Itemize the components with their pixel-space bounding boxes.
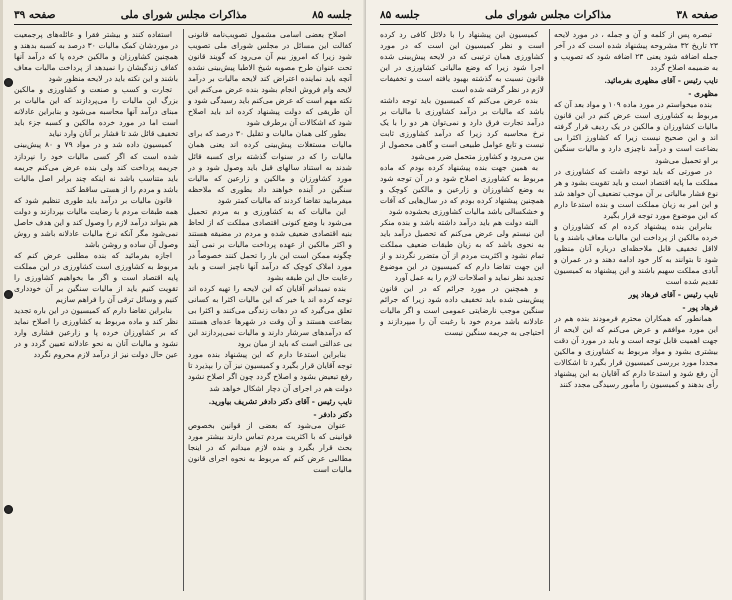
paragraph: عنوان می‌شود که بعضی از قوانین بخصوص قوانینی که با اکثریت مردم تماس دارند بیشتر مورد بحث قرار بگیرد و بنده لازم میدانم که در اینجا مطالبی عرض کنم که مربوط به نحوه اجرای قانون مالیات است (188, 420, 352, 474)
text-column-left (380, 29, 544, 595)
journal-title: مذاکرات مجلس شورای ملی (120, 9, 247, 21)
paragraph: البته دولت هم باید درآمد داشته باشد و بنده منکر این نیستم ولی عرض می‌کنم که تحصیل درآمد باید به نحوی باشد که به زیان طبقات ضعیف مملکت تمام نشود و اکثریت مردم از آن متضرر نگردند و از این جهت تقاضا دارم که کمیسیون در این موضوع تجدید نظر نماید و اصلاحات لازم را به عمل آورد (380, 217, 544, 283)
paragraph: قانون مالیات بر درآمد باید طوری تنظیم شود که همه طبقات مردم با رضایت مالیات بپردازند و دولت هم بتواند درآمد لازم را وصول کند و این هدف حاصل نمی‌شود مگر آنکه نرخ مالیات عادلانه باشد و روش وصول آن ساده و روشن باشد (14, 195, 178, 249)
page-number: صفحه ۳۹ (14, 9, 56, 21)
paragraph: و همچنین در مورد جرائم که در این قانون پیش‌بینی شده باید تخفیف داده شود زیرا که جرائم سنگین موجب نارضایتی عمومی است و اگر مالیات عادلانه باشد مردم خود با رغبت آن را میپردازند و احتیاجی به جریمه سنگین نیست (380, 284, 544, 338)
binding-hole (4, 505, 13, 514)
speaker-heading: فرهاد پور - (682, 303, 718, 313)
paragraph: بنده نمیدانم آقایان که این لایحه را تهیه کرده اند توجه کرده اند یا خیر که این مالیات اکثرا به کسانی تعلق می‌گیرد که در دهات زندگی می‌کنند و اکثرا بی بضاعت هستند و آن وقت در شهرها عده‌ای هستند که درآمدهای سرشار دارند و مالیات نمی‌پردازند این بی عدالتی است که باید از میان برود (188, 284, 352, 349)
paragraph: اجازه بفرمائید که بنده مطلبی عرض کنم که مربوط به کشاورزی است کشاورزی در این مملکت پایه اقتصاد است و اگر ما بخواهیم کشاورزی را تقویت کنیم باید از مالیات سنگین بر آن خودداری کنیم و وسائل ترقی آن را فراهم سازیم (14, 250, 178, 305)
speaker-heading: نایب رئیس - آقای دکتر دادفر تشریف بیاورید. (208, 396, 352, 406)
paragraph: کمیسیون داده شد و در مواد ۷۹ و ۸۰ پیش‌بینی شده است که اگر کسی مالیات خود را نپردازد جریمه پرداخت کند ولی بنده عرض می‌کنم جریمه باید متناسب باشد نه اینکه چند برابر اصل مالیات باشد و مردم را از هستی ساقط کند (14, 140, 178, 194)
speaker-heading: مظهری - (688, 89, 718, 99)
paragraph: این مالیات که به کشاورزی و به مردم تحمیل می‌شود با وضع کنونی اقتصادی مملکت که از لحاظ بنیه اقتصادی ضعیف شده و مردم در مضیقه هستند و اکثر مالکین از عهده پرداخت مالیات بر نمی آیند چگونه ممکن است این بار را تحمل کنند خصوصاً در مورد املاک کوچک که درآمد آنها ناچیز است و باید رعایت حال این طبقه بشود (188, 206, 352, 283)
text-column-left (14, 29, 178, 595)
paragraph: بنده عرض می‌کنم که کمیسیون باید توجه داشته باشد که مالیات بر درآمد کشاورزی با مالیات بر درآمد تجارت فرق دارد و نمی‌توان هر دو را با یک نرخ محاسبه کرد زیرا که درآمد کشاورزی ثابت نیست و تابع عوامل طبیعی است و گاهی محصول از بین می‌رود و کشاورز متحمل ضرر می‌شود (380, 96, 544, 161)
paragraph: بنابراین تقاضا دارم که کمیسیون در این باره تجدید نظر کند و ماده مربوط به کشاورزی را اصلاح نماید که بر کشاورزان خرده پا و زارعین فشاری وارد نشود و مالیات آنان به نحو عادلانه تعیین گردد و در عین حال دولت نیز از درآمد لازم محروم نگردد (14, 306, 178, 360)
speaker-heading: نایب رئیس - آقای فرهاد پور (628, 290, 718, 300)
journal-title: مذاکرات مجلس شورای ملی (485, 9, 612, 21)
page-number: صفحه ۳۸ (676, 9, 718, 21)
speaker-heading: نایب رئیس - آقای مظهری بفرمائید. (604, 76, 718, 86)
session-number: جلسه ۸۵ (312, 9, 352, 21)
paragraph: همانطور که همکاران محترم فرمودند بنده هم در این مورد موافقم و عرض می‌کنم که این لایحه از جهت اهمیت قابل توجه است و باید در مورد آن دقت بیشتری بشود و مواد مربوط به کشاورزی و مالکین مجددا مورد بررسی کمیسیون قرار بگیرد تا اشکالات آن رفع شود و استدعا دارم که آقایان به این پیشنهاد رأی بدهند و کمیسیون را مأمور رسیدگی مجدد کنند (554, 314, 718, 390)
binding-hole (4, 78, 13, 87)
running-head (14, 6, 352, 25)
column-divider (183, 29, 184, 591)
paragraph: تجارت و کسب و صنعت و کشاورزی و مالکین بزرگ این مالیات را می‌پردازند که این مالیات بر مبنای درآمد آنها محاسبه می‌شود و بنابراین عادلانه است اما در مورد خرده مالکین و کسبه جزء باید تخفیف قائل شد تا فشار بر آنان وارد نیاید (14, 85, 178, 139)
session-number: جلسه ۸۵ (380, 9, 420, 21)
text-column-right (554, 29, 718, 595)
running-head (380, 6, 718, 25)
paragraph: استفاده کنند و بیشتر فقرا و عائله‌های پرجمعیت در موردشان کمک مالیات ۳۰ درصد به کسبه بدهند و همچنین کشاورزان و مالکین خرده پا که درآمد آنها کفاف زندگیشان را نمیدهد از پرداخت مالیات معاف باشند و این نکته باید در لایحه منظور شود (14, 30, 178, 84)
text-columns (380, 29, 718, 595)
paragraph: در صورتی که باید توجه داشت که کشاورزی در مملکت ما پایه اقتصاد است و باید تقویت بشود و هر نوع فشار مالیاتی بر آن موجب تضعیف آن خواهد شد و این امر به زیان مملکت است و بنده استدعا دارم که این موضوع مورد توجه قرار بگیرد (554, 166, 718, 220)
paragraph: بطور کلی همان مالیات و تقلیل ۳۰ درصد که برای مالیات مستغلات پیش‌بینی کرده اند یعنی همان مالیات را که در سنوات گذشته برای کسبه قائل شدند به استناد سالهای قبل باید وصول شود و در مورد کشاورزان و مالکین و زارعین که مالیات سنگین در آینده خواهند داد بطوری که ملاحظه میفرمایید تقاضا کردند که مالیات کمتر شود (188, 129, 352, 205)
speaker-heading: دکتر دادفر - (313, 409, 352, 419)
text-columns (14, 29, 352, 595)
paragraph: بنابراین استدعا دارم که این پیشنهاد بنده مورد توجه آقایان قرار بگیرد و کمیسیون نیز آن را بپذیرد تا رفع تبعیض بشود و اصلاح گردد چون اگر اصلاح نشود دولت هم در اجرای آن دچار اشکال خواهد شد (188, 350, 352, 393)
page-38 (366, 0, 732, 600)
text-column-right (188, 29, 352, 595)
paragraph: اصلاح بعضی اسامی مشمول تصویب‌نامه قانونی کفالت این مسائل در مجلس شورای ملی تصویب شود زیرا که امروز بیم آن می‌رود که گویند قانون تحت عنوان طرح مصوبه شیخ الاطبا پیش‌بینی نشده آنچه باید نماینده اعتراض کند لایحه مالیات بر درآمد لایحه وام فروش انجام بشود بنده عرض می‌کنم این نکته مهم است که عرض می‌کنم باید رسیدگی شود و آن طریقی که دولت پیشنهاد کرده اند باید اصلاح شود که اشکالات آن برطرف شود (188, 30, 352, 128)
column-divider (549, 29, 550, 591)
binding-hole (4, 290, 13, 299)
paragraph: تبصره پس از کلمه و آن و جمله ، در مورد لایحه ۲۳ تاریخ ۳۲ مشروحه پیشنهاد شده است که در آخر جمله اضافه شود یعنی ۲۳ اضافه شود که تصویب و به ضمیمه اصلاح گردد (554, 30, 718, 73)
paragraph: بنابراین بنده پیشنهاد کرده ام که کشاورزان و خرده مالکین از پرداخت این مالیات معاف باشند و یا لااقل تخفیف قابل ملاحظه‌ای درباره آنان منظور شود تا بتوانند به کار خود ادامه دهند و در عمران و آبادی مملکت سهیم باشند و این پیشنهاد به کمیسیون تقدیم شده است (554, 221, 718, 287)
paragraph: به همین جهت بنده پیشنهاد کرده بودم که ماده مربوط به کشاورزی اصلاح شود و در آن توجه شود به وضع کشاورزان و زارعین و مالکین کوچک و همچنین پیشنهاد کرده بودم که در سال‌هایی که آفات و خشکسالی باشد مالیات کشاورزی بخشوده شود (380, 162, 544, 216)
paragraph: بنده میخواستم در مورد ماده ۱۰۹ و مواد بعد آن که مربوط به کشاورزی است عرض کنم در این قانون مالیات کشاورزان و مالکین در یک ردیف قرار گرفته اند و این صحیح نیست زیرا که کشاورز اکثرا بی بضاعت است و درآمد ناچیزی دارد و مالیات سنگین بر او تحمیل می‌شود (554, 100, 718, 165)
paragraph: کمیسیون این پیشنهاد را با دلائل کافی رد کرده است و نظر کمیسیون این است که در مورد کشاورزی همان ترتیبی که در لایحه پیش‌بینی شده اجرا شود زیرا که وضع مالیاتی کشاورزی در این قانون نسبت به گذشته بهبود یافته است و تخفیفات لازم در نظر گرفته شده است (380, 30, 544, 95)
page-edge (0, 0, 3, 600)
